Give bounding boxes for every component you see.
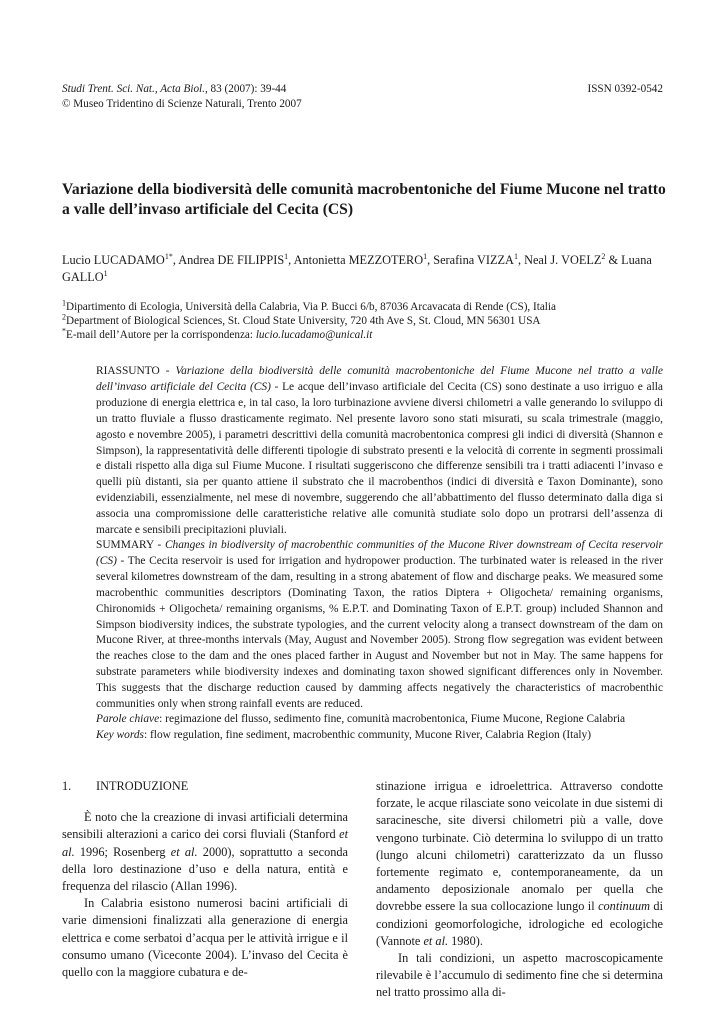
affiliations (62, 300, 672, 343)
affiliation-text: Department of Biological Sciences, St. Cloud State University, 720 4th Ave S, St. Cloud, MN 56301 USA (66, 315, 541, 328)
text-run-italic: continuum (598, 899, 650, 914)
author-affiliation-mark: 1 (513, 251, 518, 261)
author-name: Lucio LUCADAMO (62, 253, 165, 267)
abstract-label: RIASSUNTO - (96, 365, 176, 377)
paragraph (62, 809, 348, 895)
affiliation-mark: 1 (62, 298, 66, 308)
keywords-text: : regimazione del flusso, sedimento fine, comunità macrobentonica, Fiume Mucone, Regione Calabria (159, 713, 626, 725)
body-column-left (62, 778, 348, 981)
email-link[interactable]: lucio.lucadamo@unical.it (255, 329, 373, 342)
text-run: 1996; Rosenberg (74, 844, 171, 859)
author-affiliation-mark: 2 (601, 251, 606, 261)
author-affiliation-mark: 1* (164, 251, 173, 261)
issn: ISSN 0392-0542 (587, 83, 663, 95)
section-heading (62, 778, 348, 795)
text-run-italic: et al. (423, 933, 449, 948)
journal-volume: , 83 (2007): 39-44 (204, 83, 287, 95)
keywords-italian (96, 712, 666, 728)
header-line-1 (62, 82, 663, 97)
abstract-title: Variazione della biodiversità delle comunità macrobentoniche del Fiume Mucone nel tratto a valle dell’invaso artificiale del Cecita (CS) (96, 365, 663, 393)
author-affiliation-mark: 1 (284, 251, 289, 261)
author-affiliation-mark: 1 (103, 268, 108, 278)
abstract-text: - The Cecita reservoir is used for irrigation and hydropower production. The turbinated water is released in the river several kilometres downstream of the dam, resulting in a strong abatement of flow and discharge peaks. We measured some macrobenthic communities descriptors (Dominating Taxon, the ratios Diptera + Oligocheta/ remaining organisms, Chironomids + Oligocheta/ remaining organisms, % E.P.T. and Dominating Taxon of E.P.T. group) included Shannon and Simpson biodiversity indices, the substrate typologies, and the current velocity along a transect downstream of the dam on Mucone River, at three-months intervals (May, August and November 2005). Strong flow segregation was evident between the reaches close to the dam and the ones placed farther in August and November but not in May. The same happens for substrate parameters while biodiversity indexes and dominating taxon showed significant differences only in November. This suggests that the discharge reduction caused by damming affects negatively the characteristics of macrobenthic communities only when strong rainfall events are reduced. (96, 554, 663, 711)
copyright: © Museo Tridentino di Scienze Naturali, Trento 2007 (62, 98, 302, 110)
keywords-text: : flow regulation, fine sediment, macrobenthic community, Mucone River, Calabria Region (Italy) (144, 728, 592, 741)
keywords (96, 712, 666, 744)
text-run: È noto che la creazione di invasi artificiali determina sensibili alterazioni a carico dei corsi fluviali (Stanford (62, 810, 348, 842)
abstract-english (96, 538, 663, 713)
abstract-label: SUMMARY - (96, 539, 165, 551)
paragraph (376, 778, 663, 950)
corresponding-author (62, 328, 672, 342)
journal-header (62, 82, 663, 112)
abstract-title: Changes in biodiversity of macrobenthic communities of the Mucone River downstream of Cecita reservoir (CS) (96, 539, 663, 567)
author-name: & Luana GALLO (62, 253, 652, 284)
keywords-label: Parole chiave (96, 713, 160, 725)
author-affiliation-mark: 1 (423, 251, 428, 261)
abstract-italian (96, 364, 663, 539)
text-run-italic: et al. (170, 844, 198, 859)
affiliation-2 (62, 314, 672, 328)
corresponding-mark: * (62, 326, 66, 336)
author-name: , Antonietta MEZZOTERO (288, 253, 424, 267)
keywords-label: Key words (96, 728, 144, 741)
text-run: stinazione irrigua e idroelettrica. Attraverso condotte forzate, le acque rilasciate sono veicolate in due sistemi di saracinesche, site diversi chilometri più a valle, dove vengono turbinate. Ciò determina lo sviluppo di un tratto (lungo alcuni chilometri) caratterizzato da un flusso fortemente regimato e, contemporaneamente, da un andamento deposizionale anomalo per quella che dovrebbe essere la sua collocazione lungo il (376, 779, 663, 914)
text-run: 2000), soprattutto a seconda della loro destinazione d’uso e della natura, entità e frequenza del rilascio (Allan 1996). (62, 844, 348, 894)
text-run: di condizioni geomorfologiche, idrologiche ed ecologiche (Vannote (376, 899, 663, 948)
paragraph: In tali condizioni, un aspetto macroscopicamente rilevabile è l’accumulo di sedimento fine che si determina nel tratto prossimo alla di- (376, 951, 663, 1000)
paper-title: Variazione della biodiversità delle comunità macrobentoniche del Fiume Mucone nel tratto a valle dell’invaso artificiale del Cecita (CS) (62, 181, 666, 218)
text-run: 1980). (448, 933, 483, 948)
email-label: E-mail dell’Autore per la corrispondenza: (66, 329, 256, 342)
text-run-italic: et al. (62, 827, 348, 859)
paragraph: In Calabria esistono numerosi bacini artificiali di varie dimensioni finalizzati alla generazione di energia elettrica e come serbatoi d’acqua per le attività irrigue e il consumo umano (Viceconte 2004). L’invaso del Cecita è quello con la maggiore cubatura e de- (62, 896, 348, 980)
author-list (62, 252, 667, 286)
affiliation-1 (62, 300, 672, 314)
section-number: 1. (62, 779, 72, 793)
author-name: , Andrea DE FILIPPIS (172, 253, 285, 267)
author-name: , Neal J. VOELZ (517, 253, 602, 267)
section-title: INTRODUZIONE (96, 779, 189, 793)
affiliation-text: Dipartimento di Ecologia, Università della Calabria, Via P. Bucci 6/b, 87036 Arcavacata di Rende (CS), Italia (66, 301, 556, 313)
affiliation-mark: 2 (62, 312, 66, 322)
keywords-english (96, 728, 666, 744)
journal-citation (62, 82, 286, 97)
author-name: , Serafina VIZZA (427, 253, 514, 267)
journal-name: Studi Trent. Sci. Nat., Acta Biol. (62, 83, 205, 95)
body-column-right (376, 778, 663, 1002)
abstract-text: - Le acque dell’invaso artificiale del Cecita (CS) sono destinate a uso irriguo e alla produzione di energia elettrica e, in tal caso, la loro turbinazione avviene diversi chilometri a valle generando lo sviluppo di un tratto fluviale a flusso drasticamente regimato. Nel presente lavoro sono stati misurati, su scala trimestrale (maggio, agosto e novembre 2005), i parametri descrittivi della comunità macrobentonica compresi gli indici di diversità (Shannon e Simpson), la rappresentatività delle differenti tipologie di substrato presenti e la velocità di corrente in segmenti prossimali e distali rispetto alla diga sul Fiume Mucone. I risultati suggeriscono che differenze sensibili tra i tratti adiacenti l’invaso e quelli più distanti, sia per quanto attiene il substrato che il macrobenthos (indici di diversità e Taxon Dominante), sono evidenziabili, essenzialmente, nel mese di novembre, suggerendo che all’abbattimento del flusso determinato dalla diga si associa una compromissione delle caratteristiche relative alle comunità studiate solo dopo un protrarsi dell’assenza di marcate e sensibili precipitazioni pluviali. (96, 380, 663, 537)
